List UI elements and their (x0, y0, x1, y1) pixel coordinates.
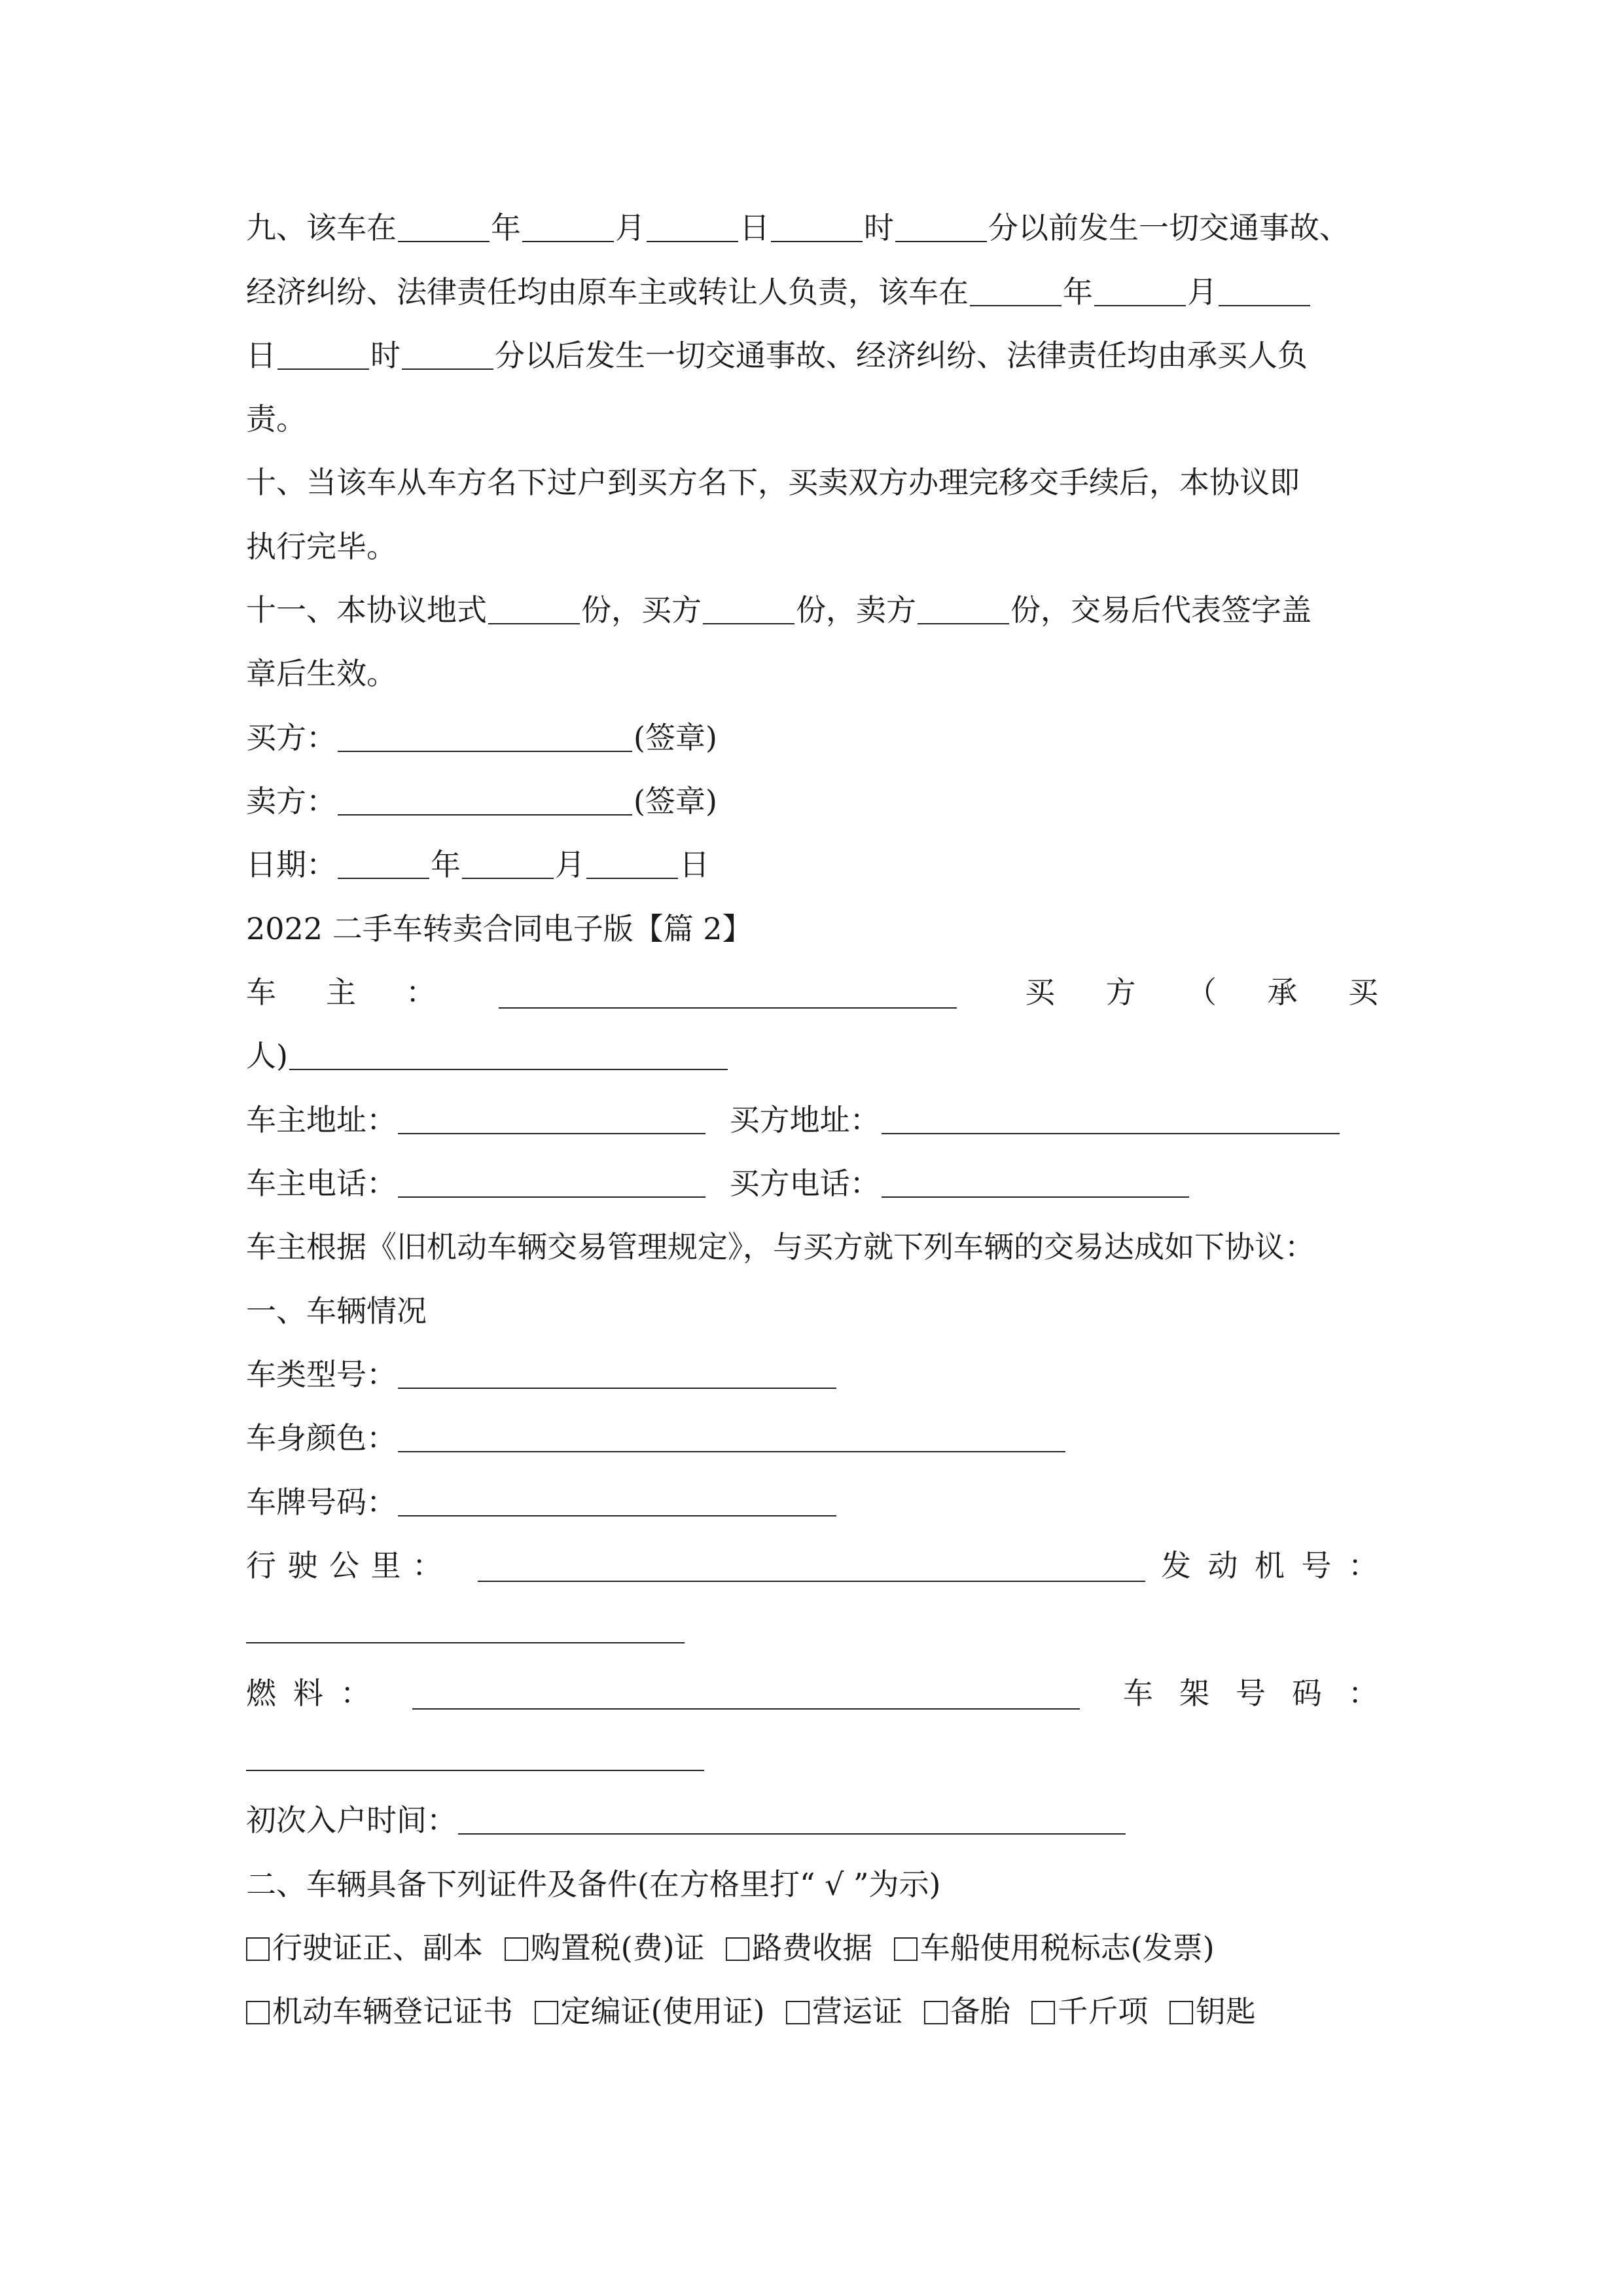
checkbox-item[interactable]: 备胎 (924, 1988, 1010, 2034)
checkbox-item[interactable]: 钥匙 (1169, 1988, 1256, 2034)
checkbox-item[interactable]: 行驶证正、副本 (246, 1925, 483, 1971)
blank-year[interactable] (970, 275, 1061, 306)
seller-signature-line: 卖方： (签章) (246, 783, 717, 819)
agreement-intro: 车主根据《旧机动车辆交易管理规定》，与买方就下列车辆的交易达成如下协议： (246, 1229, 1315, 1265)
checkbox-item[interactable]: 机动车辆登记证书 (246, 1988, 513, 2034)
date-day-field[interactable] (586, 848, 678, 879)
date-line: 日期： 年 月 日 (246, 847, 709, 882)
blank-month[interactable] (1094, 275, 1186, 306)
model-line: 车类型号： (246, 1352, 1378, 1397)
checkbox-row-2 (246, 1988, 1378, 2034)
parties-line: 车 主 ： 买 方 （ 承 买 (246, 975, 1378, 1010)
blank-year[interactable] (398, 211, 490, 242)
fuel-frame-line: 燃 料 ： 车 架 号 码 ： (246, 1676, 1378, 1711)
section-1-title: 一、车辆情况 (246, 1293, 427, 1329)
checkbox-item[interactable]: 营运证 (786, 1988, 902, 2034)
frame-number-field[interactable] (246, 1740, 704, 1771)
address-line: 车主地址： 买方地址： (246, 1097, 1378, 1143)
clause-9-line-4: 责。 (246, 401, 306, 437)
checkbox-item[interactable]: 路费收据 (726, 1925, 872, 1971)
clause-9-line-1: 九、该车在 年 月 日 时 分以前发生一切交通事故、 (246, 210, 1349, 245)
engine-number-field[interactable] (246, 1612, 685, 1643)
plate-field[interactable] (398, 1485, 836, 1516)
clause-11-line-1: 十一、本协议地式 份，买方 份，卖方 份，交易后代表签字盖 (246, 592, 1311, 628)
engine-field-line (246, 1606, 1378, 1652)
first-registration-field[interactable] (458, 1803, 1126, 1835)
mileage-field[interactable] (478, 1581, 1145, 1582)
blank-copies-total[interactable] (488, 593, 580, 624)
owner-phone-field[interactable] (398, 1166, 705, 1198)
checkbox-icon[interactable] (1169, 2001, 1193, 2024)
phone-line: 车主电话： 买方电话： (246, 1160, 1378, 1206)
checkbox-icon[interactable] (894, 1937, 918, 1961)
blank-copies-seller[interactable] (918, 593, 1009, 624)
first-registration-line: 初次入户时间： (246, 1797, 1378, 1843)
blank-minute[interactable] (402, 338, 493, 370)
checkbox-icon[interactable] (726, 1937, 749, 1961)
owner-name-field[interactable] (499, 1007, 957, 1009)
blank-day[interactable] (647, 211, 738, 242)
buyer-address-field[interactable] (882, 1103, 1340, 1134)
clause-11-line-2: 章后生效。 (246, 656, 397, 691)
date-year-field[interactable] (338, 848, 429, 879)
clause-9-line-3: 日 时 分以后发生一切交通事故、经济纠纷、法律责任均由承买人负 (246, 338, 1308, 373)
checkbox-icon[interactable] (535, 2001, 558, 2024)
color-line: 车身颜色： (246, 1415, 1378, 1461)
clause-10-line-2: 执行完毕。 (246, 529, 397, 564)
model-field[interactable] (398, 1357, 836, 1389)
plate-line: 车牌号码： (246, 1479, 1378, 1525)
checkbox-icon[interactable] (786, 2001, 810, 2024)
section-2-title: 二、车辆具备下列证件及备件(在方格里打“ √ ”为示) (246, 1867, 941, 1902)
checkbox-icon[interactable] (505, 1937, 528, 1961)
clause-10-line-1: 十、当该车从车方名下过户到买方名下，买卖双方办理完移交手续后，本协议即 (246, 465, 1300, 500)
buyer-signature-field[interactable] (338, 721, 632, 752)
blank-hour[interactable] (277, 338, 369, 370)
color-field[interactable] (398, 1421, 1065, 1452)
blank-minute[interactable] (895, 211, 987, 242)
buyer-name-field[interactable] (289, 1039, 728, 1070)
owner-address-field[interactable] (398, 1103, 705, 1134)
clause-9-line-2: 经济纠纷、法律责任均由原车主或转让人负责，该车在 年 月 (246, 269, 1378, 315)
date-month-field[interactable] (462, 848, 554, 879)
checkbox-item[interactable]: 购置税(费)证 (505, 1925, 705, 1971)
mileage-engine-line: 行 驶 公 里 ： 发 动 机 号 ： (246, 1548, 1378, 1583)
checkbox-icon[interactable] (1031, 2001, 1055, 2024)
checkbox-icon[interactable] (246, 2001, 270, 2024)
checkbox-icon[interactable] (924, 2001, 948, 2024)
section-heading: 2022 二手车转卖合同电子版【篇 2】 (246, 911, 753, 946)
checkbox-item[interactable]: 定编证(使用证) (535, 1988, 765, 2034)
buyer-phone-field[interactable] (882, 1166, 1189, 1198)
buyer-signature-line: 买方： (签章) (246, 720, 717, 755)
checkbox-icon[interactable] (246, 1937, 270, 1961)
fuel-field[interactable] (412, 1708, 1080, 1710)
blank-day[interactable] (1219, 275, 1310, 306)
blank-copies-buyer[interactable] (703, 593, 794, 624)
seller-signature-field[interactable] (338, 784, 632, 816)
buyer-name-line: 人) (246, 1033, 1378, 1079)
blank-month[interactable] (522, 211, 614, 242)
checkbox-item[interactable]: 千斤项 (1031, 1988, 1148, 2034)
blank-hour[interactable] (771, 211, 863, 242)
checkbox-row-1 (246, 1925, 1378, 1971)
frame-field-line (246, 1734, 1378, 1780)
checkbox-item[interactable]: 车船使用税标志(发票) (894, 1925, 1215, 1971)
